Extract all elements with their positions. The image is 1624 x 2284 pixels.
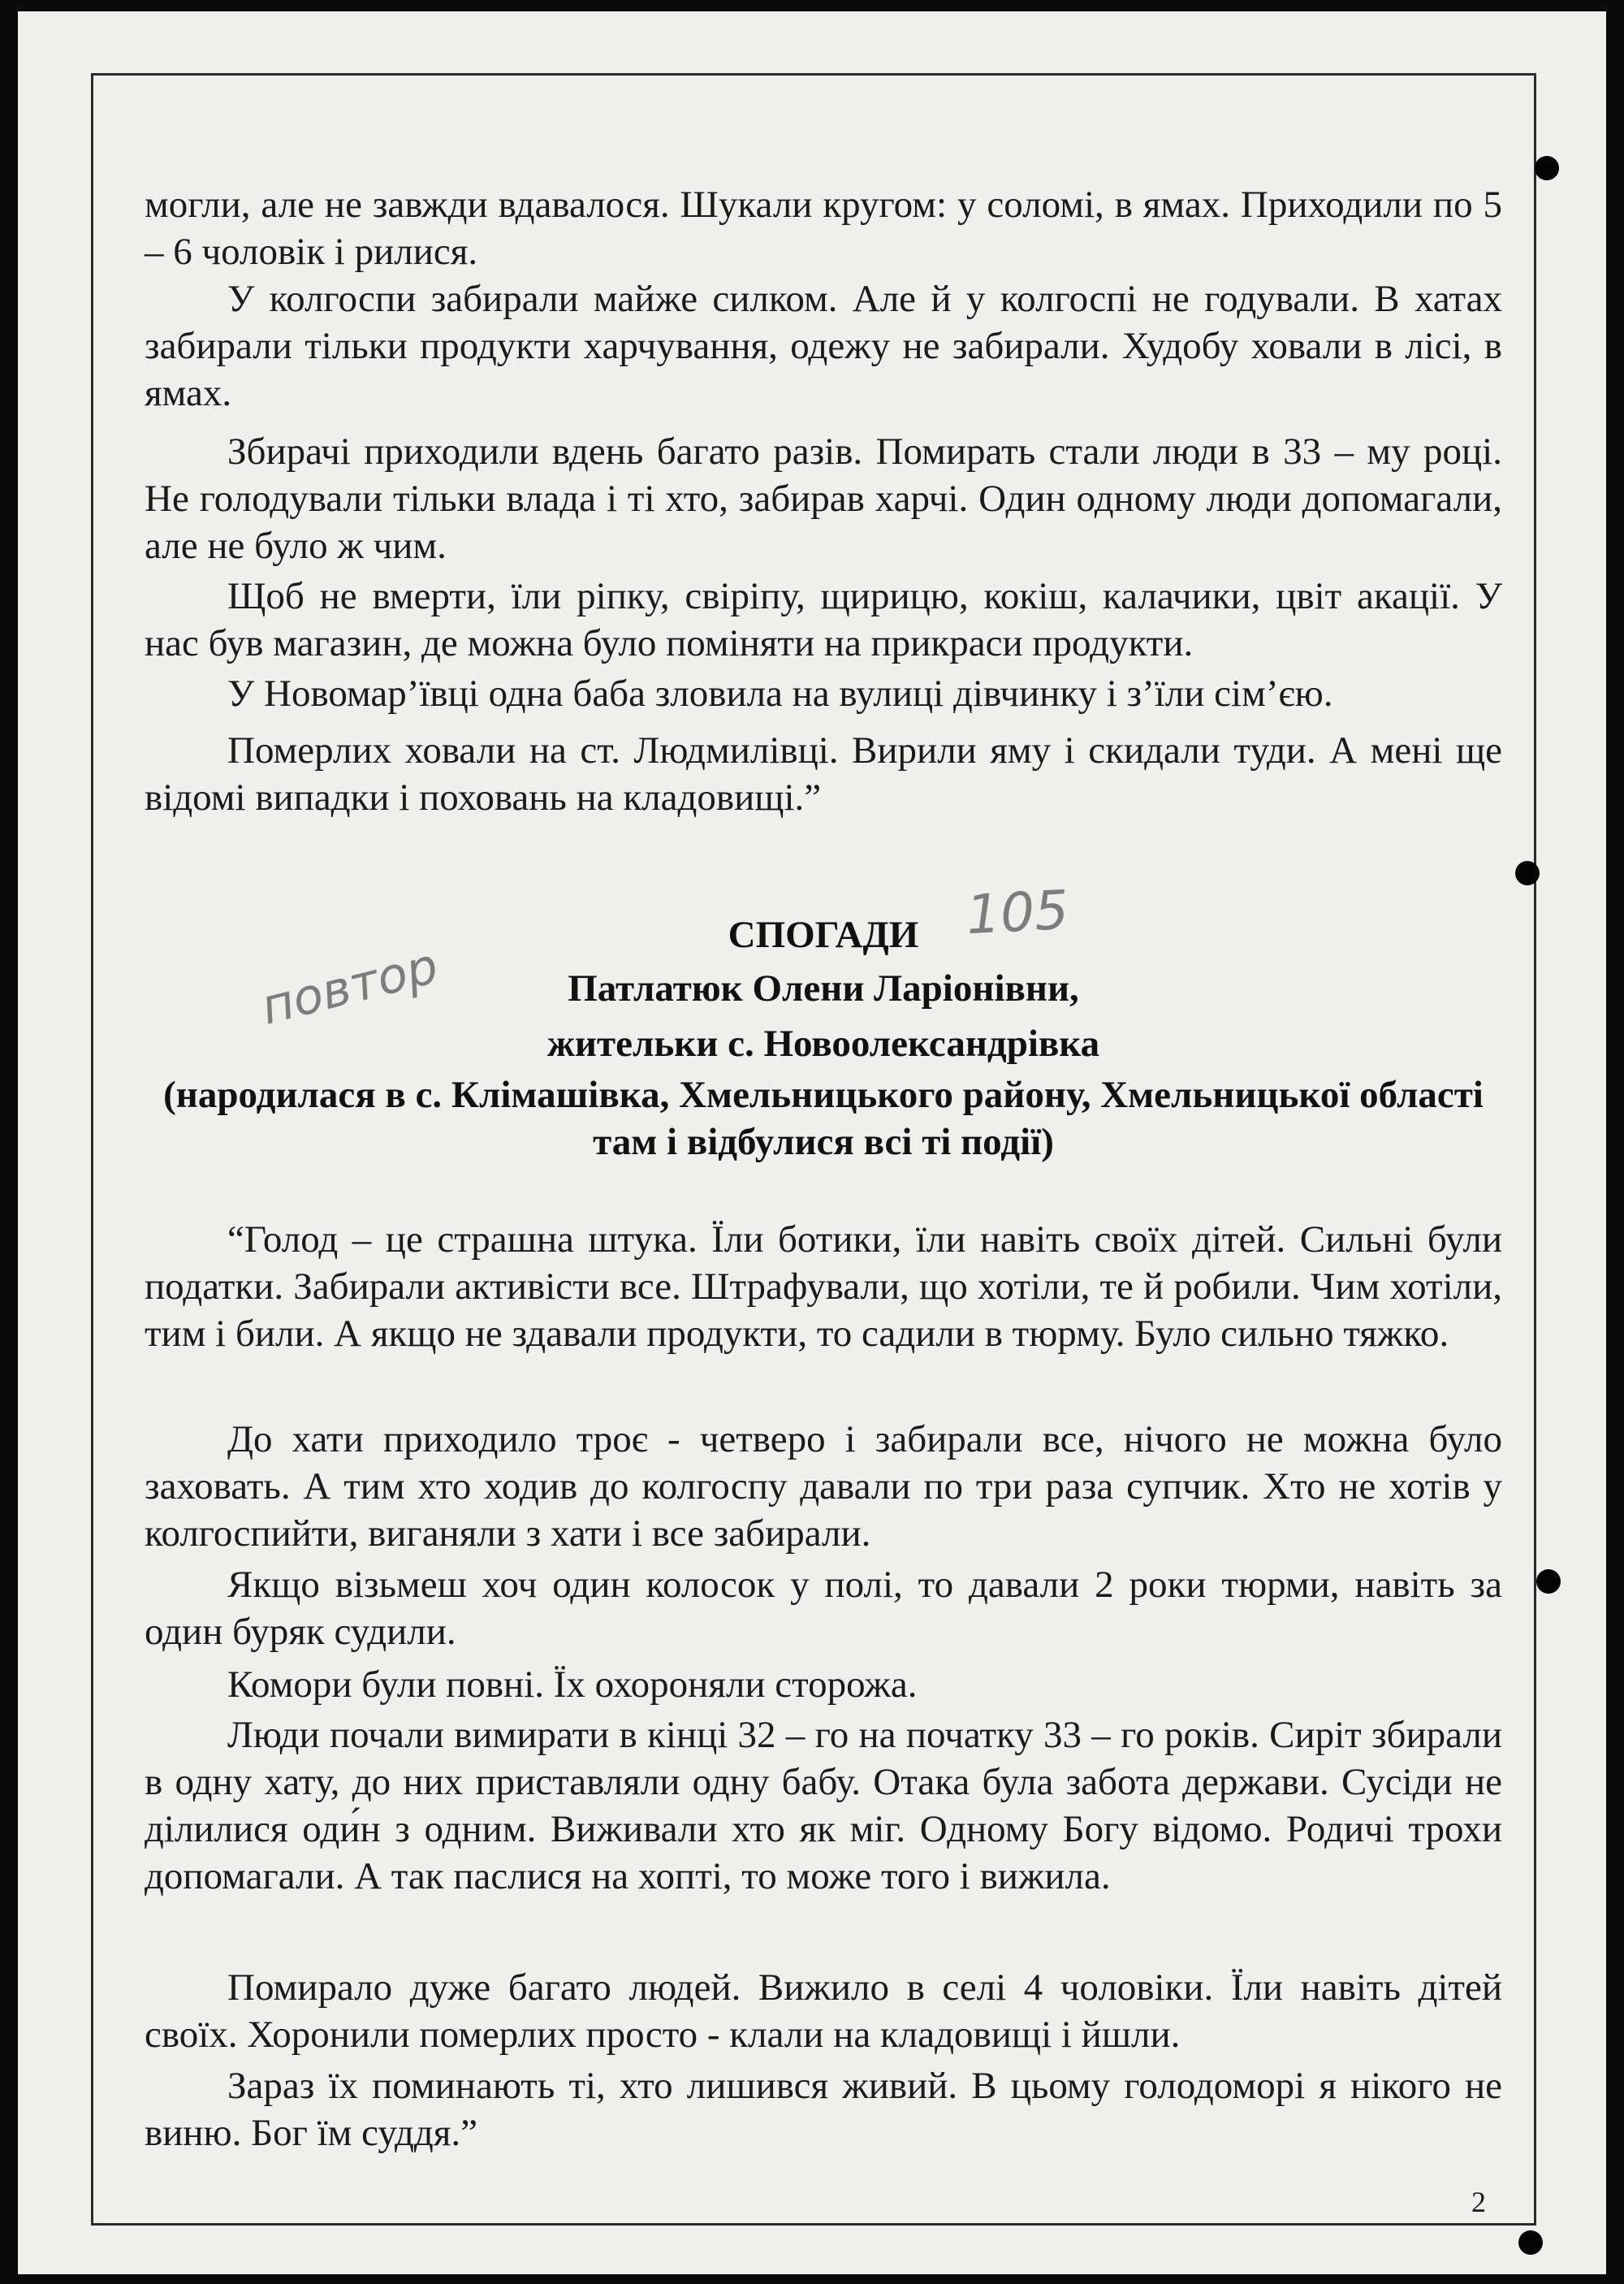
paragraph-continuation: могли, але не завжди вдавалося. Шукали кругом: у соломі, в ямах. Приходили по 5 – 6 чоловік і рилися.: [145, 184, 1502, 273]
punch-hole-bottom: [1518, 2230, 1543, 2255]
punch-hole-upper-middle: [1515, 861, 1540, 885]
heading-residence: жительки с. Новоолександрівка: [546, 1023, 1100, 1065]
handwritten-note: повтор: [255, 937, 444, 1036]
paragraph: Зараз їх поминають ті, хто лишився живий. В цьому голодоморі я нікого не виню. Бог їм суддя.”: [145, 2065, 1502, 2154]
heading-title: СПОГАДИ: [728, 914, 919, 956]
paragraph: Померлих ховали на ст. Людмилівці. Вирили яму і скидали туди. А мені ще відомі випадки і поховань на кладовищі.”: [145, 729, 1502, 819]
paragraph: У колгоспи забирали майже силком. Але й у колгоспі не годували. В хатах забирали тільки продукти харчування, одежу не забирали. Худобу ховали в лісі, в ямах.: [145, 278, 1502, 414]
paragraph: Збирачі приходили вдень багато разів. Помирать стали люди в 33 – му році. Не голодували тільки влада і ті хто, забирав харчі. Один одному люди допомагали, але не було ж чим.: [145, 430, 1502, 567]
punch-hole-top: [1535, 156, 1559, 180]
punch-hole-lower-middle: [1536, 1569, 1561, 1594]
paragraph: “Голод – це страшна штука. Їли ботики, їли навіть своїх дітей. Сильні були податки. Забирали активісти все. Штрафували, що хотіли, те й робили. Чим хотіли, тим і били. А якщо не здавали продукти, то садили в тюрму. Було сильно тяжко.: [145, 1218, 1502, 1355]
paragraph: Помирало дуже багато людей. Вижило в селі 4 чоловіки. Їли навіть дітей своїх. Хоронили померлих просто - клали на кладовищі і йшли.: [145, 1966, 1502, 2056]
heading-birth-note: (народилася в с. Клімашівка, Хмельницького району, Хмельницької області там і відбулися всі ті події): [163, 1074, 1484, 1163]
page-number: 2: [1471, 2186, 1486, 2218]
paragraph: Комори були повні. Їх охороняли сторожа.: [227, 1663, 918, 1706]
heading-name: Патлатюк Олени Ларіонівни,: [568, 967, 1079, 1010]
paragraph: Якщо візьмеш хоч один колосок у полі, то давали 2 роки тюрми, навіть за один буряк судили.: [145, 1564, 1502, 1653]
paragraph: Щоб не вмерти, їли ріпку, свіріпу, щирицю, кокіш, калачики, цвіт акації. У нас був магазин, де можна було поміняти на прикраси продукти.: [145, 575, 1502, 664]
handwritten-number: 105: [965, 878, 1070, 947]
paragraph: До хати приходило троє - четверо і забирали все, нічого не можна було заховать. А тим хто ходив до колгоспу давали по три раза супчик. Хто не хотів у колгоспийти, виганяли з хати і все забирали.: [145, 1418, 1502, 1555]
paragraph: Люди почали вимирати в кінці 32 – го на початку 33 – го років. Сиріт збирали в одну хату, до них приставляли одну бабу. Отака була забота держави. Сусіди не ділилися оди́н з одним. Виживали хто як міг. Одному Богу відомо. Родичі трохи допомагали. А так паслися на хопті, то може того і вижила.: [145, 1714, 1502, 1897]
paragraph: У Новомар’ївці одна баба зловила на вулиці дівчинку і з’їли сім’єю.: [227, 673, 1333, 715]
